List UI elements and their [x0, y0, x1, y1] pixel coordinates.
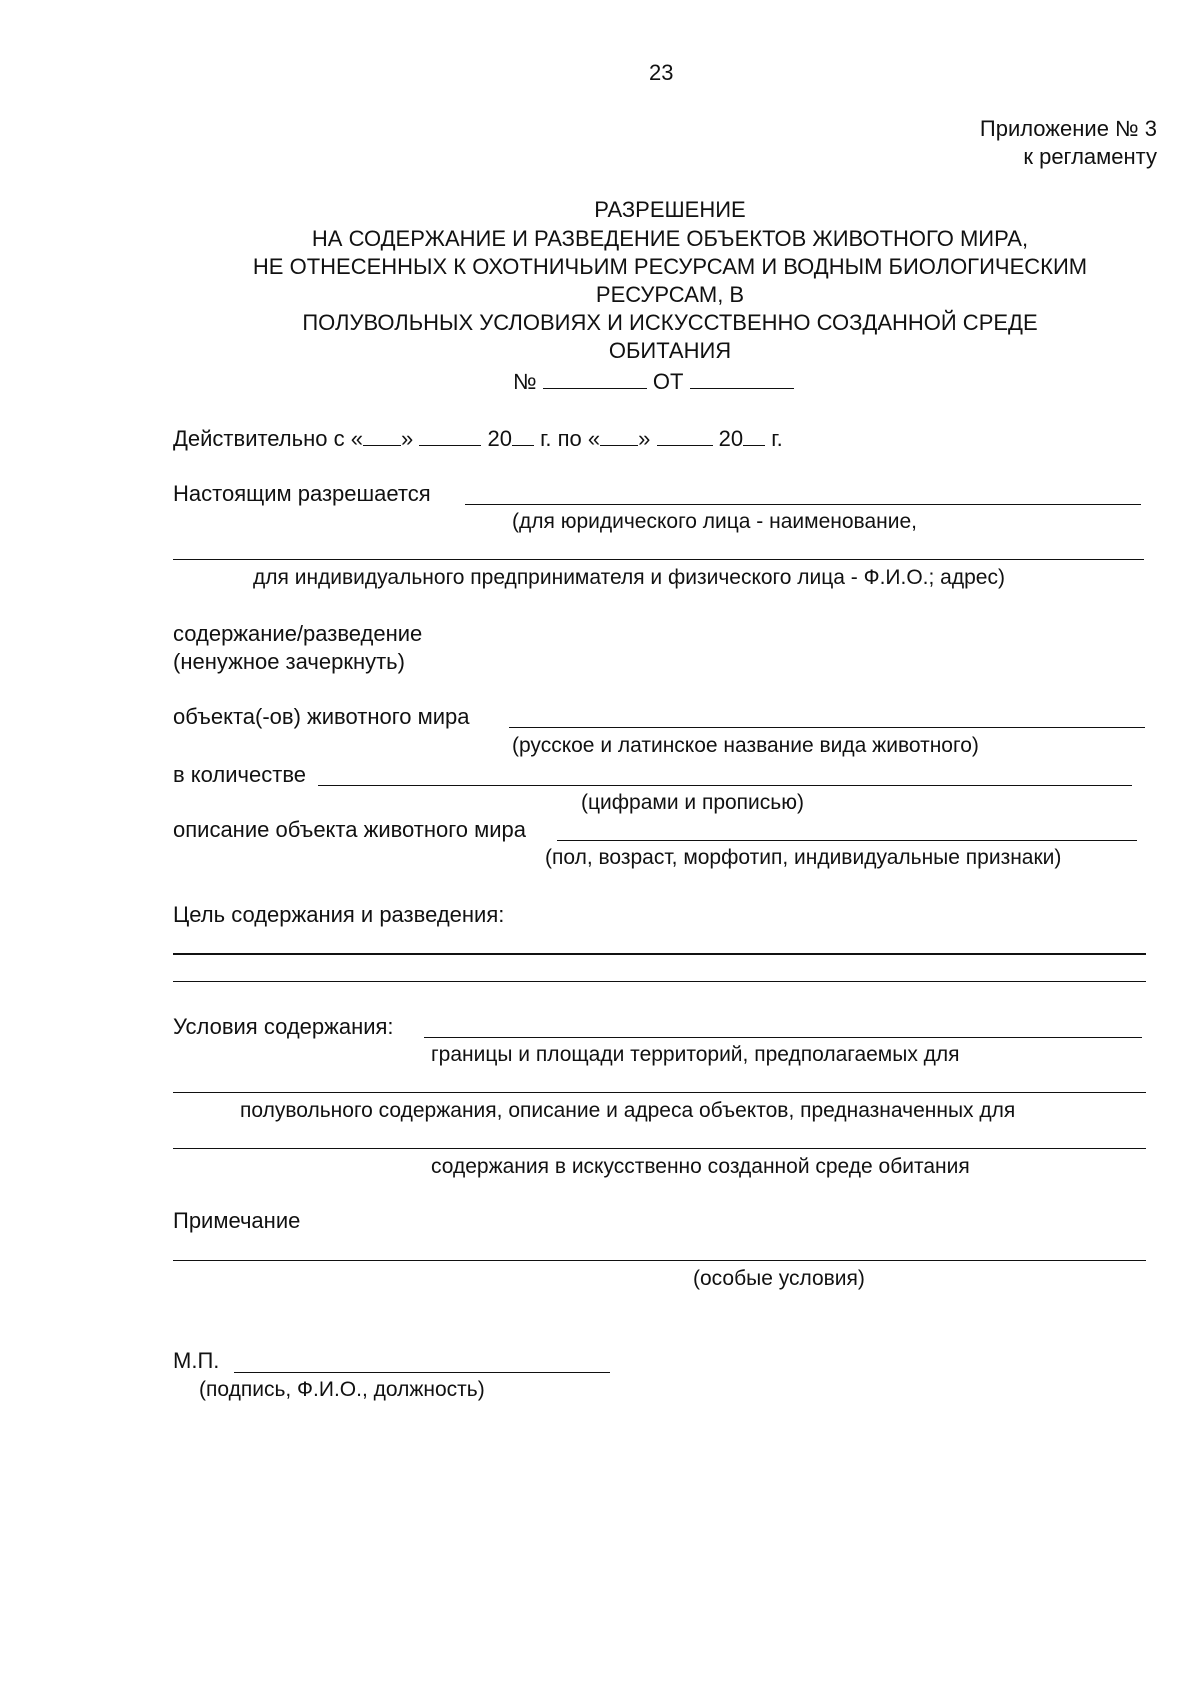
quantity-label: в количестве — [173, 762, 306, 787]
purpose-field-1[interactable] — [173, 953, 1146, 955]
stamp-label: М.П. — [173, 1348, 220, 1373]
description-label: описание объекта животного мира — [173, 817, 527, 842]
keeping-line-2: (ненужное зачеркнуть) — [173, 649, 405, 674]
validity-year-suffix: г. по « — [540, 426, 601, 451]
title-line-4: РЕСУРСАМ, В — [595, 282, 745, 307]
validity-close-quote: » — [400, 426, 414, 451]
quantity-hint: (цифрами и прописью) — [581, 791, 804, 814]
validity-close-quote-2: » — [638, 426, 651, 451]
permit-number-field[interactable] — [543, 370, 647, 389]
note-label: Примечание — [173, 1208, 301, 1233]
permitted-hint-2: для индивидуального предпринимателя и физического лица - Ф.И.О.; адрес) — [253, 566, 1005, 589]
conditions-field-1[interactable] — [424, 1037, 1142, 1038]
signature-field[interactable] — [234, 1372, 610, 1373]
title-line-2: НА СОДЕРЖАНИЕ И РАЗВЕДЕНИЕ ОБЪЕКТОВ ЖИВОТНОГО МИРА, — [311, 226, 1029, 251]
valid-from-day[interactable] — [363, 427, 401, 446]
animal-field[interactable] — [509, 727, 1145, 728]
from-label: ОТ — [652, 369, 684, 394]
conditions-hint-3: содержания в искусственно созданной среде обитания — [431, 1155, 970, 1178]
valid-from-year[interactable] — [512, 427, 534, 446]
title-line-5: ПОЛУВОЛЬНЫХ УСЛОВИЯХ И ИСКУССТВЕННО СОЗДАННОЙ СРЕДЕ — [302, 310, 1038, 335]
title-line-3: НЕ ОТНЕСЕННЫХ К ОХОТНИЧЬИМ РЕСУРСАМ И ВОДНЫМ БИОЛОГИЧЕСКИМ — [252, 254, 1088, 279]
valid-from-month[interactable] — [419, 427, 481, 446]
number-sign: № — [513, 369, 537, 394]
conditions-field-2[interactable] — [173, 1092, 1146, 1093]
conditions-field-3[interactable] — [173, 1148, 1146, 1149]
description-field[interactable] — [557, 840, 1137, 841]
note-field[interactable] — [173, 1260, 1146, 1261]
validity-row — [173, 427, 783, 450]
purpose-field-2[interactable] — [173, 981, 1146, 982]
title-line-6: ОБИТАНИЯ — [608, 338, 732, 363]
quantity-field[interactable] — [318, 785, 1132, 786]
valid-to-year[interactable] — [743, 427, 765, 446]
description-hint: (пол, возраст, морфотип, индивидуальные признаки) — [545, 846, 1062, 869]
permit-date-field[interactable] — [690, 370, 794, 389]
permitted-field[interactable] — [465, 504, 1141, 505]
keeping-line-1: содержание/разведение — [173, 621, 423, 646]
permit-number-row — [513, 370, 794, 393]
appendix-line-1: Приложение № 3 — [979, 116, 1157, 141]
conditions-hint-2: полувольного содержания, описание и адреса объектов, предназначенных для — [240, 1099, 1016, 1122]
validity-year-prefix-2: 20 — [718, 426, 744, 451]
valid-to-month[interactable] — [657, 427, 713, 446]
appendix-line-2: к регламенту — [1023, 144, 1157, 169]
signature-hint: (подпись, Ф.И.О., должность) — [199, 1378, 485, 1401]
page-number: 23 — [649, 60, 674, 85]
note-hint: (особые условия) — [693, 1267, 865, 1290]
permitted-label: Настоящим разрешается — [173, 481, 431, 506]
valid-to-day[interactable] — [600, 427, 638, 446]
title-line-1: РАЗРЕШЕНИЕ — [594, 197, 746, 222]
animal-hint: (русское и латинское название вида животного) — [512, 734, 979, 757]
permitted-hint-1: (для юридического лица - наименование, — [512, 510, 917, 533]
animal-label: объекта(-ов) животного мира — [173, 704, 470, 729]
purpose-label: Цель содержания и разведения: — [173, 902, 505, 927]
permitted-field-2[interactable] — [173, 559, 1144, 560]
validity-year-end: г. — [771, 426, 783, 451]
validity-year-prefix: 20 — [487, 426, 512, 451]
conditions-label: Условия содержания: — [173, 1014, 394, 1039]
conditions-hint-1: границы и площади территорий, предполагаемых для — [431, 1043, 960, 1066]
validity-prefix: Действительно с « — [173, 426, 363, 451]
